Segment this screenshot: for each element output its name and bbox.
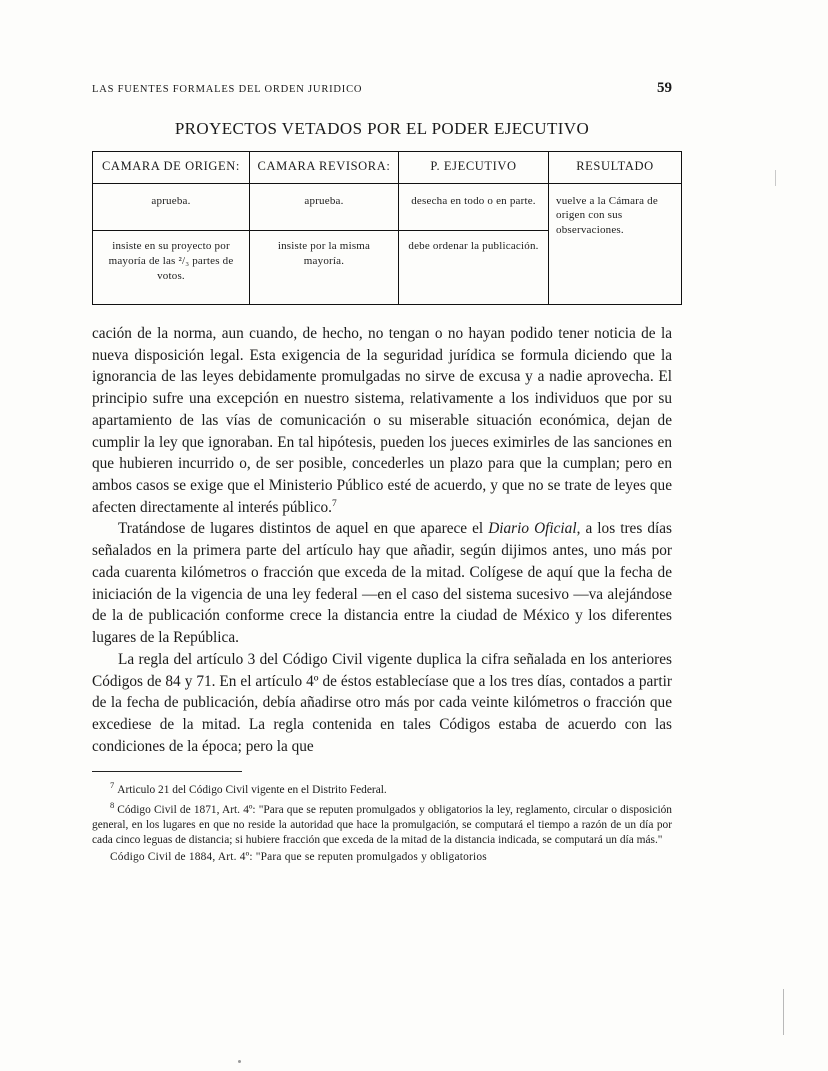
column-header-text: CAMARA DE ORIGEN: [102,159,240,173]
table-header-row [93,152,682,184]
veto-process-table [92,151,682,305]
cell-revisora-1: aprueba. [250,183,399,231]
footnote-ref-7[interactable]: 7 [331,498,337,509]
footnote-7 [92,780,672,798]
paragraph-2 [92,518,672,648]
footnote-7-text: Articulo 21 del Código Civil vigente en el Distrito Federal. [117,784,387,797]
scan-speck [238,1060,241,1063]
footnote-marker-8: 8 [110,800,115,811]
footnote-separator [92,771,242,772]
cell-resultado-1: vuelve a la Cámara de origen con sus observaciones. [549,183,682,304]
footnote-marker-7: 7 [110,780,115,791]
column-header-text: CAMARA REVISORA: [257,159,391,173]
column-header-text: RESULTADO [576,159,654,173]
paragraph-3-text: La regla del artículo 3 del Código Civil vigente duplica la cifra señalada en los anteriores Códigos de 84 y 71. En el artículo 4º de éstos establecíase que a los tres días, contados a partir de la fecha de publicación, debía añadirse otro más por cada veinte kilómetros o fracción que excediese de la mitad. La regla contenida en tales Códigos estaba de acuerdo con las condiciones de la época; pero la que [92,650,672,755]
cell-origen-2: insiste en su proyecto por mayoría de las ²/₃ partes de votos. [93,231,250,305]
table-row [93,183,682,231]
column-header-camara-origen [93,152,250,184]
scan-edge-mark [775,170,776,186]
column-header-text: P. EJECUTIVO [430,159,517,173]
body-text [92,323,672,757]
column-header-poder-ejecutivo [399,152,549,184]
page-content [92,80,672,867]
running-head [92,80,672,97]
footnotes [92,780,672,865]
cell-ejecutivo-1: desecha en todo o en parte. [399,183,549,231]
footnote-continuation: Código Civil de 1884, Art. 4º: "Para que se reputen promulgados y obligatorios [110,851,487,864]
column-header-camara-revisora [250,152,399,184]
paragraph-1 [92,323,672,518]
footnote-8-text: Código Civil de 1871, Art. 4º: "Para que se reputen promulgados y obligatorios la ley, reglamento, circular o disposición general, en los lugares en que no reside la autoridad que hace la promulgación, se computará el tiempo a razón de un día por cada cinco leguas de distancia; si hubiere fracción que exceda de la mitad de la distancia indicada, se computará un día más." [92,804,672,847]
cell-origen-1: aprueba. [93,183,250,231]
paragraph-2-text: Tratándose de lugares distintos de aquel en que aparece el Diario Oficial, a los tres días señalados en la primera parte del artículo hay que añadir, según dijimos antes, uno más por cada cuarenta kilómetros o fracción que exceda de la mitad. Colígese de aquí que la fecha de iniciación de la vigencia de una ley federal —en el caso del sistema sucesivo —va alejándose de la de publicación conforme crece la distancia entre la ciudad de México y los diferentes lugares de la República. [92,520,672,647]
scan-edge-mark-bottom [783,989,784,1035]
column-header-resultado [549,152,682,184]
paragraph-3 [92,649,672,758]
paragraph-1-text: cación de la norma, aun cuando, de hecho, no tengan o no hayan podido tener noticia de la nueva disposición legal. Esta exigencia de la seguridad jurídica se formula diciendo que la ignorancia de las leyes debidamente promulgadas no sirve de excusa y a nadie aprovecha. El principio sufre una excepción en nuestro sistema, relativamente a los individuos que por su apartamiento de las vías de comunicación o su miserable situación económica, dejan de cumplir la ley que ignoraban. En tal hipótesis, pueden los jueces eximirles de las sanciones en que hubieren incurrido o, de ser posible, concederles un plazo para que la cumplan; pero en ambos casos se exige que el Ministerio Público esté de acuerdo, y que no se trate de leyes que afecten directamente al interés público. [92,325,672,516]
cell-revisora-2: insiste por la misma mayoría. [250,231,399,305]
running-head-title: LAS FUENTES FORMALES DEL ORDEN JURIDICO [92,84,363,95]
page-number: 59 [657,80,672,96]
footnote-8 [92,800,672,848]
cell-ejecutivo-2: debe ordenar la publicación. [399,231,549,305]
table-title: PROYECTOS VETADOS POR EL PODER EJECUTIVO [174,119,590,138]
